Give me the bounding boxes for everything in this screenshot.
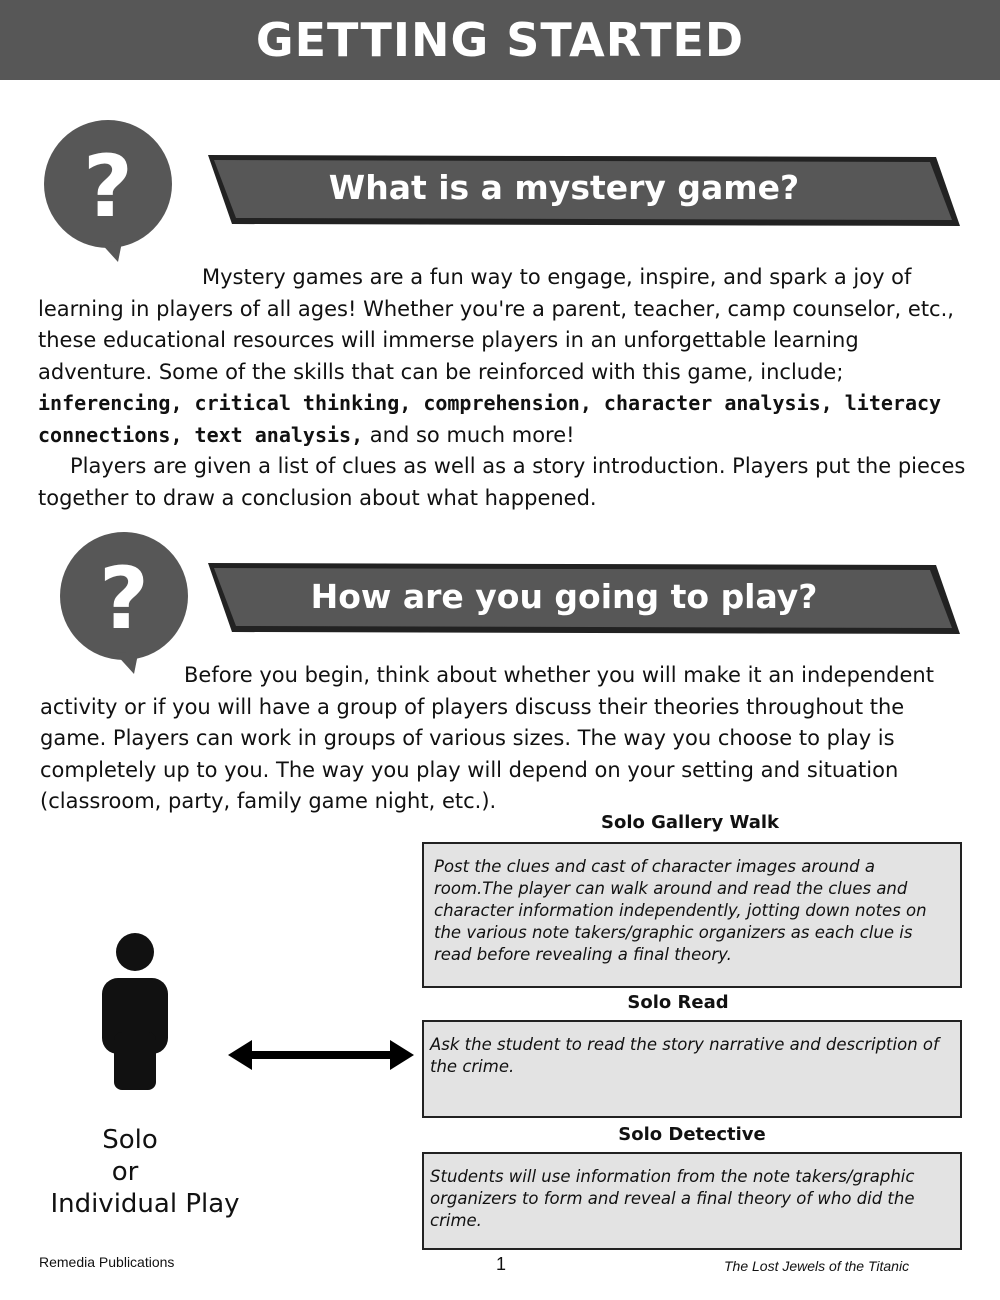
solo-label — [40, 1124, 250, 1220]
skills-list: inferencing, critical thinking, comprehension, character analysis, literacy connections, text analysis, — [38, 391, 942, 447]
svg-text:?: ? — [83, 137, 133, 237]
section-heading-how-play: How are you going to play? — [310, 577, 818, 616]
double-arrow-icon — [228, 1038, 414, 1072]
option-box-gallery-walk: Post the clues and cast of character images around a room.The player can walk around and read the clues and character information independently, jotting down notes on the various note takers/graphic organizers as each clue is read before revealing a final theory. — [422, 842, 962, 988]
page-title: GETTING STARTED — [255, 13, 745, 67]
svg-text:?: ? — [99, 549, 149, 649]
footer-book-title: The Lost Jewels of the Titanic — [724, 1258, 910, 1274]
play-paragraph: Before you begin, think about whether you will make it an independent activity or if you will have a group of players discuss their theories throughout the game. Players can work in groups of various sizes. The way you choose to play is completely up to you. The way you play will depend on your setting and situation (classroom, party, family game night, etc.). — [40, 663, 934, 813]
person-icon — [96, 932, 174, 1092]
solo-line-1: Solo — [102, 1125, 158, 1155]
option-label-gallery-walk: Solo Gallery Walk — [601, 812, 779, 833]
option-box-solo-read: Ask the student to read the story narrative and description of the crime. — [422, 1020, 962, 1118]
option-label-solo-read: Solo Read — [627, 992, 729, 1013]
intro-text: Mystery games are a fun way to engage, inspire, and spark a joy of learning in players of all ages! Whether you're a parent, teacher, camp counselor, etc., these educational resources will immerse players in an unforgettable learning adventure. Some of the skills that can be reinforced with this game, include; — [38, 265, 954, 384]
section-heading-what-is: What is a mystery game? — [328, 168, 800, 207]
footer-publisher: Remedia Publications — [39, 1254, 175, 1270]
intro-text-end: and so much more! — [369, 422, 575, 447]
question-bubble-icon — [58, 532, 190, 674]
solo-line-2: or — [111, 1157, 139, 1187]
question-bubble-icon — [42, 120, 174, 262]
footer-page-number: 1 — [496, 1254, 507, 1274]
solo-line-3: Individual Play — [50, 1189, 240, 1219]
clues-paragraph: Players are given a list of clues as well as a story introduction. Players put the pieces together to draw a conclusion about what happened. — [38, 454, 966, 510]
page-header — [0, 0, 1000, 80]
option-box-solo-detective: Students will use information from the note takers/graphic organizers to form and reveal a final theory of who did the crime. — [422, 1152, 962, 1250]
intro-paragraph — [38, 262, 970, 451]
option-label-solo-detective: Solo Detective — [618, 1124, 766, 1145]
